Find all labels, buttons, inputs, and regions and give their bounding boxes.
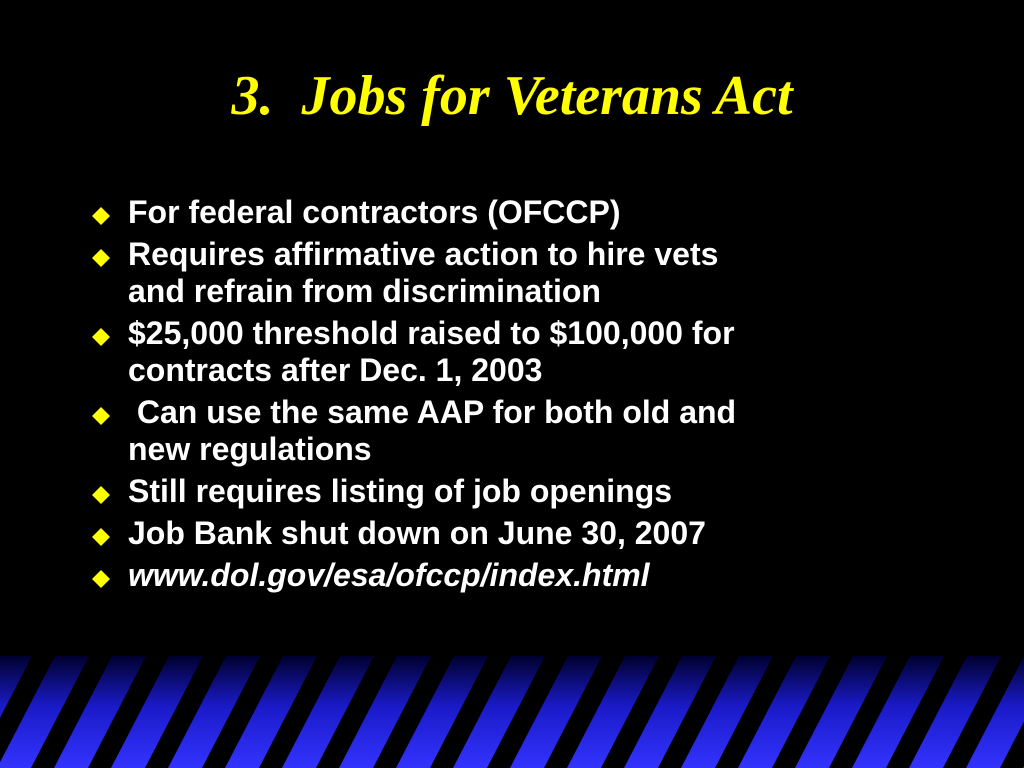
diamond-bullet-icon	[92, 249, 110, 267]
diamond-bullet-icon	[92, 570, 110, 588]
bullet-text: Requires affirmative action to hire vets and refrain from discrimination	[128, 236, 719, 309]
diamond-bullet-icon	[92, 407, 110, 425]
diamond-bullet-icon	[92, 328, 110, 346]
bullet-text: Job Bank shut down on June 30, 2007	[128, 515, 706, 551]
bullet-item	[92, 394, 922, 468]
diamond-bullet-icon	[92, 207, 110, 225]
bullet-item	[92, 236, 922, 310]
bullet-item	[92, 473, 922, 510]
bullet-item	[92, 315, 922, 389]
decorative-stripe-band	[0, 656, 1024, 768]
bullet-text: Still requires listing of job openings	[128, 473, 673, 509]
diamond-bullet-icon	[92, 528, 110, 546]
bullet-item	[92, 515, 922, 552]
bullet-text: For federal contractors (OFCCP)	[128, 194, 621, 230]
slide-title: 3. Jobs for Veterans Act	[231, 65, 793, 127]
bullet-text: Can use the same AAP for both old and new regulations	[128, 394, 737, 467]
bullet-item	[92, 194, 922, 231]
diamond-bullet-icon	[92, 486, 110, 504]
bullet-item	[92, 557, 922, 594]
bullet-list	[92, 194, 922, 599]
bullet-text: $25,000 threshold raised to $100,000 for contracts after Dec. 1, 2003	[128, 315, 735, 388]
bullet-url-text: www.dol.gov/esa/ofccp/index.html	[128, 557, 650, 593]
